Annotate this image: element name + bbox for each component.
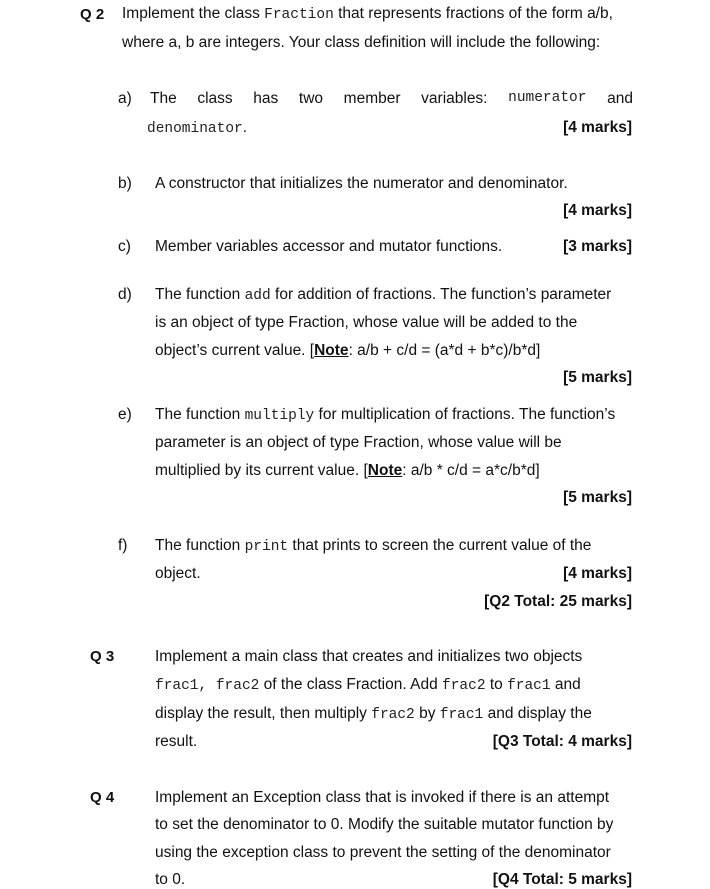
note-label: Note [367, 462, 403, 479]
formula: : a/b * c/d = a*c/b*d] [402, 462, 540, 479]
item-b-marks: [4 marks] [563, 202, 632, 219]
text: that prints to screen the current value of the [288, 537, 592, 554]
frac2-code: frac2 [371, 707, 415, 723]
text: of the class Fraction. Add [259, 676, 443, 693]
word: has [253, 90, 279, 107]
item-e-line-2: parameter is an object of type Fraction, whose value will be [155, 434, 562, 451]
q4-line-1: Implement an Exception class that is invoked if there is an attempt [155, 789, 610, 806]
item-d-label: d) [118, 286, 132, 303]
q3-line-4: result. [155, 733, 198, 750]
add-code: add [244, 288, 271, 304]
word: class [197, 90, 233, 107]
text: for addition of fractions. The function’s parameter [270, 286, 612, 303]
item-e-line-3 [155, 462, 540, 480]
q2-intro-line-1 [122, 5, 613, 23]
word: two [298, 90, 324, 107]
item-b-label: b) [118, 175, 132, 192]
text: The function [155, 537, 245, 554]
item-f-line-2: object. [155, 565, 201, 582]
item-e-marks: [5 marks] [563, 489, 632, 506]
frac2-code: frac2 [442, 678, 486, 694]
text: object’s current value. [ [155, 342, 315, 359]
item-f-marks: [4 marks] [563, 565, 632, 582]
frac1-code: frac1 [507, 678, 551, 694]
punctuation: . [242, 119, 248, 136]
q2-total: [Q2 Total: 25 marks] [484, 593, 632, 610]
item-d-line-1 [155, 286, 611, 304]
text: display the result, then multiply [155, 705, 372, 722]
q2-intro-line-2: where a, b are integers. Your class definition will include the following: [122, 34, 601, 51]
word: variables: [421, 90, 488, 107]
fraction-class-code: Fraction [264, 7, 334, 23]
text: for multiplication of fractions. The function’s [314, 406, 616, 423]
q4-total: [Q4 Total: 5 marks] [492, 871, 632, 888]
item-d-line-3 [155, 342, 540, 360]
item-a-marks: [4 marks] [563, 119, 632, 136]
item-c-text: Member variables accessor and mutator functions. [155, 238, 503, 255]
item-a-label: a) [118, 90, 132, 107]
text: multiplied by its current value. [ [155, 462, 368, 479]
frac1-code: frac1, [155, 678, 208, 694]
q4-line-2: to set the denominator to 0. Modify the suitable mutator function by [155, 816, 614, 833]
multiply-code: multiply [244, 408, 315, 424]
note-label: Note [314, 342, 349, 359]
item-a-line-2 [147, 119, 247, 137]
numerator-code: numerator [508, 90, 587, 106]
item-b-text: A constructor that initializes the numerator and denominator. [155, 175, 568, 192]
word: The [150, 90, 177, 107]
word: and [607, 90, 633, 107]
text: The function [155, 286, 245, 303]
q3-total: [Q3 Total: 4 marks] [492, 733, 632, 750]
text: and [550, 676, 581, 693]
print-code: print [244, 539, 289, 555]
q2-intro-text-b: that represents fractions of the form a/b, [333, 5, 613, 22]
item-e-label: e) [118, 406, 132, 423]
q3-line-2 [155, 676, 581, 694]
item-e-line-1 [155, 406, 615, 424]
q4-line-3: using the exception class to prevent the setting of the denominator [155, 844, 611, 861]
text: The function [155, 406, 245, 423]
q2-number: Q 2 [80, 6, 105, 23]
q3-line-3 [155, 705, 592, 723]
word: member [343, 90, 401, 107]
text: to [485, 676, 508, 693]
text: and display the [483, 705, 592, 722]
denominator-code: denominator [147, 121, 243, 137]
item-c-label: c) [118, 238, 131, 255]
frac1-code: frac1 [439, 707, 484, 723]
q4-line-4: to 0. [155, 871, 186, 888]
q4-number: Q 4 [90, 789, 115, 806]
item-c-marks: [3 marks] [563, 238, 632, 255]
item-a-line-1 [150, 90, 633, 108]
item-f-line-1 [155, 537, 591, 555]
q2-intro-text-a: Implement the class [122, 5, 265, 22]
text: by [414, 705, 440, 722]
frac2-code: frac2 [215, 678, 260, 694]
q3-number: Q 3 [90, 648, 115, 665]
item-d-line-2: is an object of type Fraction, whose value will be added to the [155, 314, 578, 331]
item-f-label: f) [118, 537, 128, 554]
item-d-marks: [5 marks] [563, 369, 632, 386]
q3-line-1: Implement a main class that creates and initializes two objects [155, 648, 583, 665]
formula: : a/b + c/d = (a*d + b*c)/b*d] [348, 342, 541, 359]
